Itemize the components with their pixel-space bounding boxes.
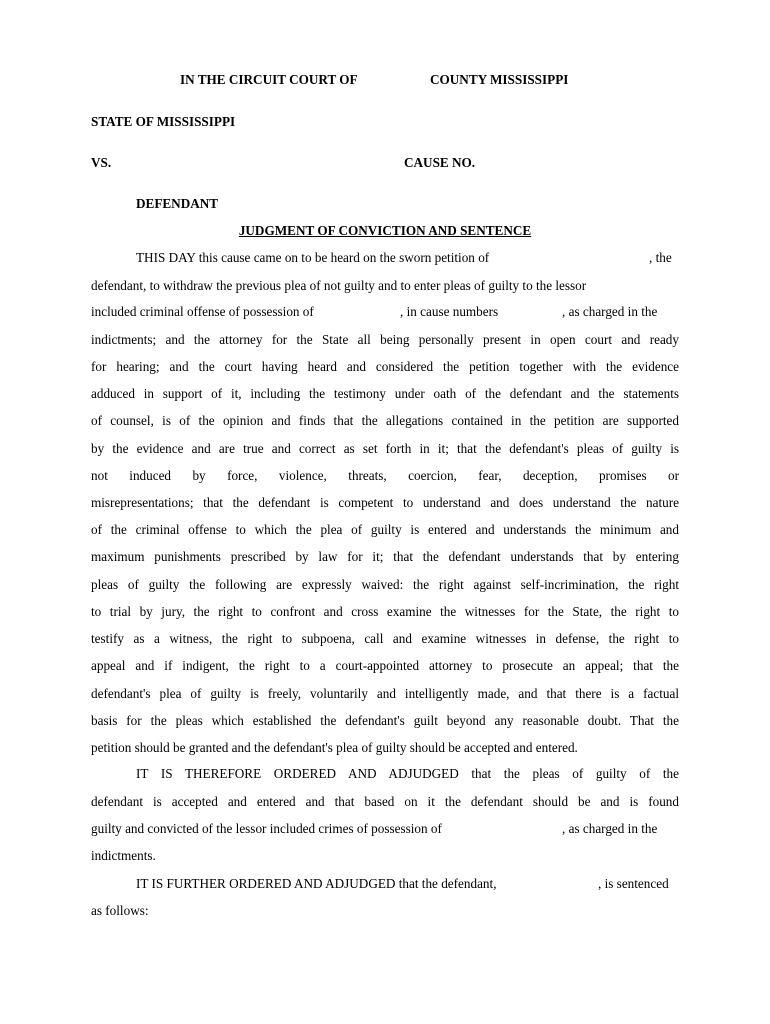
p1-line-14: to trial by jury, the right to confront and cross examine the witnesses for the State, the right to bbox=[91, 604, 679, 619]
p1-line-10: misrepresentations; that the defendant is competent to understand and does understand the nature bbox=[91, 495, 679, 510]
plaintiff-name: STATE OF MISSISSIPPI bbox=[91, 114, 236, 129]
p2-line-1: IT IS THEREFORE ORDERED AND ADJUDGED that the pleas of guilty of the bbox=[136, 766, 679, 781]
court-caption-county: COUNTY MISSISSIPPI bbox=[430, 72, 569, 87]
p1-line-15: testify as a witness, the right to subpoena, call and examine witnesses in defense, the right to bbox=[91, 631, 679, 646]
p1-line-3-a: included criminal offense of possession of bbox=[91, 304, 314, 319]
p1-line-4: indictments; and the attorney for the State all being personally present in open court and ready bbox=[91, 332, 679, 347]
document-title: JUDGMENT OF CONVICTION AND SENTENCE bbox=[238, 223, 532, 238]
p1-line-17: defendant's plea of guilty is freely, voluntarily and intelligently made, and that there is a factual bbox=[91, 686, 679, 701]
p2-line-2: defendant is accepted and entered and that based on it the defendant should be and is found bbox=[91, 794, 679, 809]
defendant-label: DEFENDANT bbox=[136, 196, 219, 211]
p1-line-1-left: THIS DAY this cause came on to be heard on the sworn petition of bbox=[136, 250, 490, 265]
p2-line-4: indictments. bbox=[91, 848, 156, 863]
p3-line-2: as follows: bbox=[91, 903, 149, 918]
p1-line-3-c: , as charged in the bbox=[562, 304, 658, 319]
p1-line-6: adduced in support of it, including the testimony under oath of the defendant and the statements bbox=[91, 386, 679, 401]
p3-line-1-right: , is sentenced bbox=[598, 876, 669, 891]
p1-line-18: basis for the pleas which established the defendant's guilt beyond any reasonable doubt. That the bbox=[91, 713, 679, 728]
p1-line-9: not induced by force, violence, threats, coercion, fear, deception, promises or bbox=[91, 468, 679, 483]
p1-line-3-b: , in cause numbers bbox=[400, 304, 499, 319]
p1-line-5: for hearing; and the court having heard and considered the petition together with the evidence bbox=[91, 359, 679, 374]
p1-line-11: of the criminal offense to which the plea of guilty is entered and understands the minimum and bbox=[91, 522, 679, 537]
p1-line-12: maximum punishments prescribed by law for it; that the defendant understands that by entering bbox=[91, 549, 679, 564]
p1-line-1-right: , the bbox=[649, 250, 672, 265]
p1-line-13: pleas of guilty the following are expressly waived: the right against self-incrimination, the right bbox=[91, 577, 679, 592]
p3-line-1-left: IT IS FURTHER ORDERED AND ADJUDGED that the defendant, bbox=[136, 876, 497, 891]
cause-number-label: CAUSE NO. bbox=[404, 155, 476, 170]
p1-line-7: of counsel, is of the opinion and finds that the allegations contained in the petition are supported bbox=[91, 413, 679, 428]
court-caption-prefix: IN THE CIRCUIT COURT OF bbox=[180, 72, 358, 87]
versus-label: VS. bbox=[91, 155, 112, 170]
p1-line-8: by the evidence and are true and correct as set forth in it; that the defendant's pleas of guilty is bbox=[91, 441, 679, 456]
p2-line-3-left: guilty and convicted of the lessor included crimes of possession of bbox=[91, 821, 442, 836]
p1-line-16: appeal and if indigent, the right to a court-appointed attorney to prosecute an appeal; that the bbox=[91, 658, 679, 673]
p2-line-3-right: , as charged in the bbox=[562, 821, 658, 836]
p1-line-19: petition should be granted and the defendant's plea of guilty should be accepted and entered. bbox=[91, 740, 578, 755]
p1-line-2: defendant, to withdraw the previous plea of not guilty and to enter pleas of guilty to the lessor bbox=[91, 278, 587, 293]
